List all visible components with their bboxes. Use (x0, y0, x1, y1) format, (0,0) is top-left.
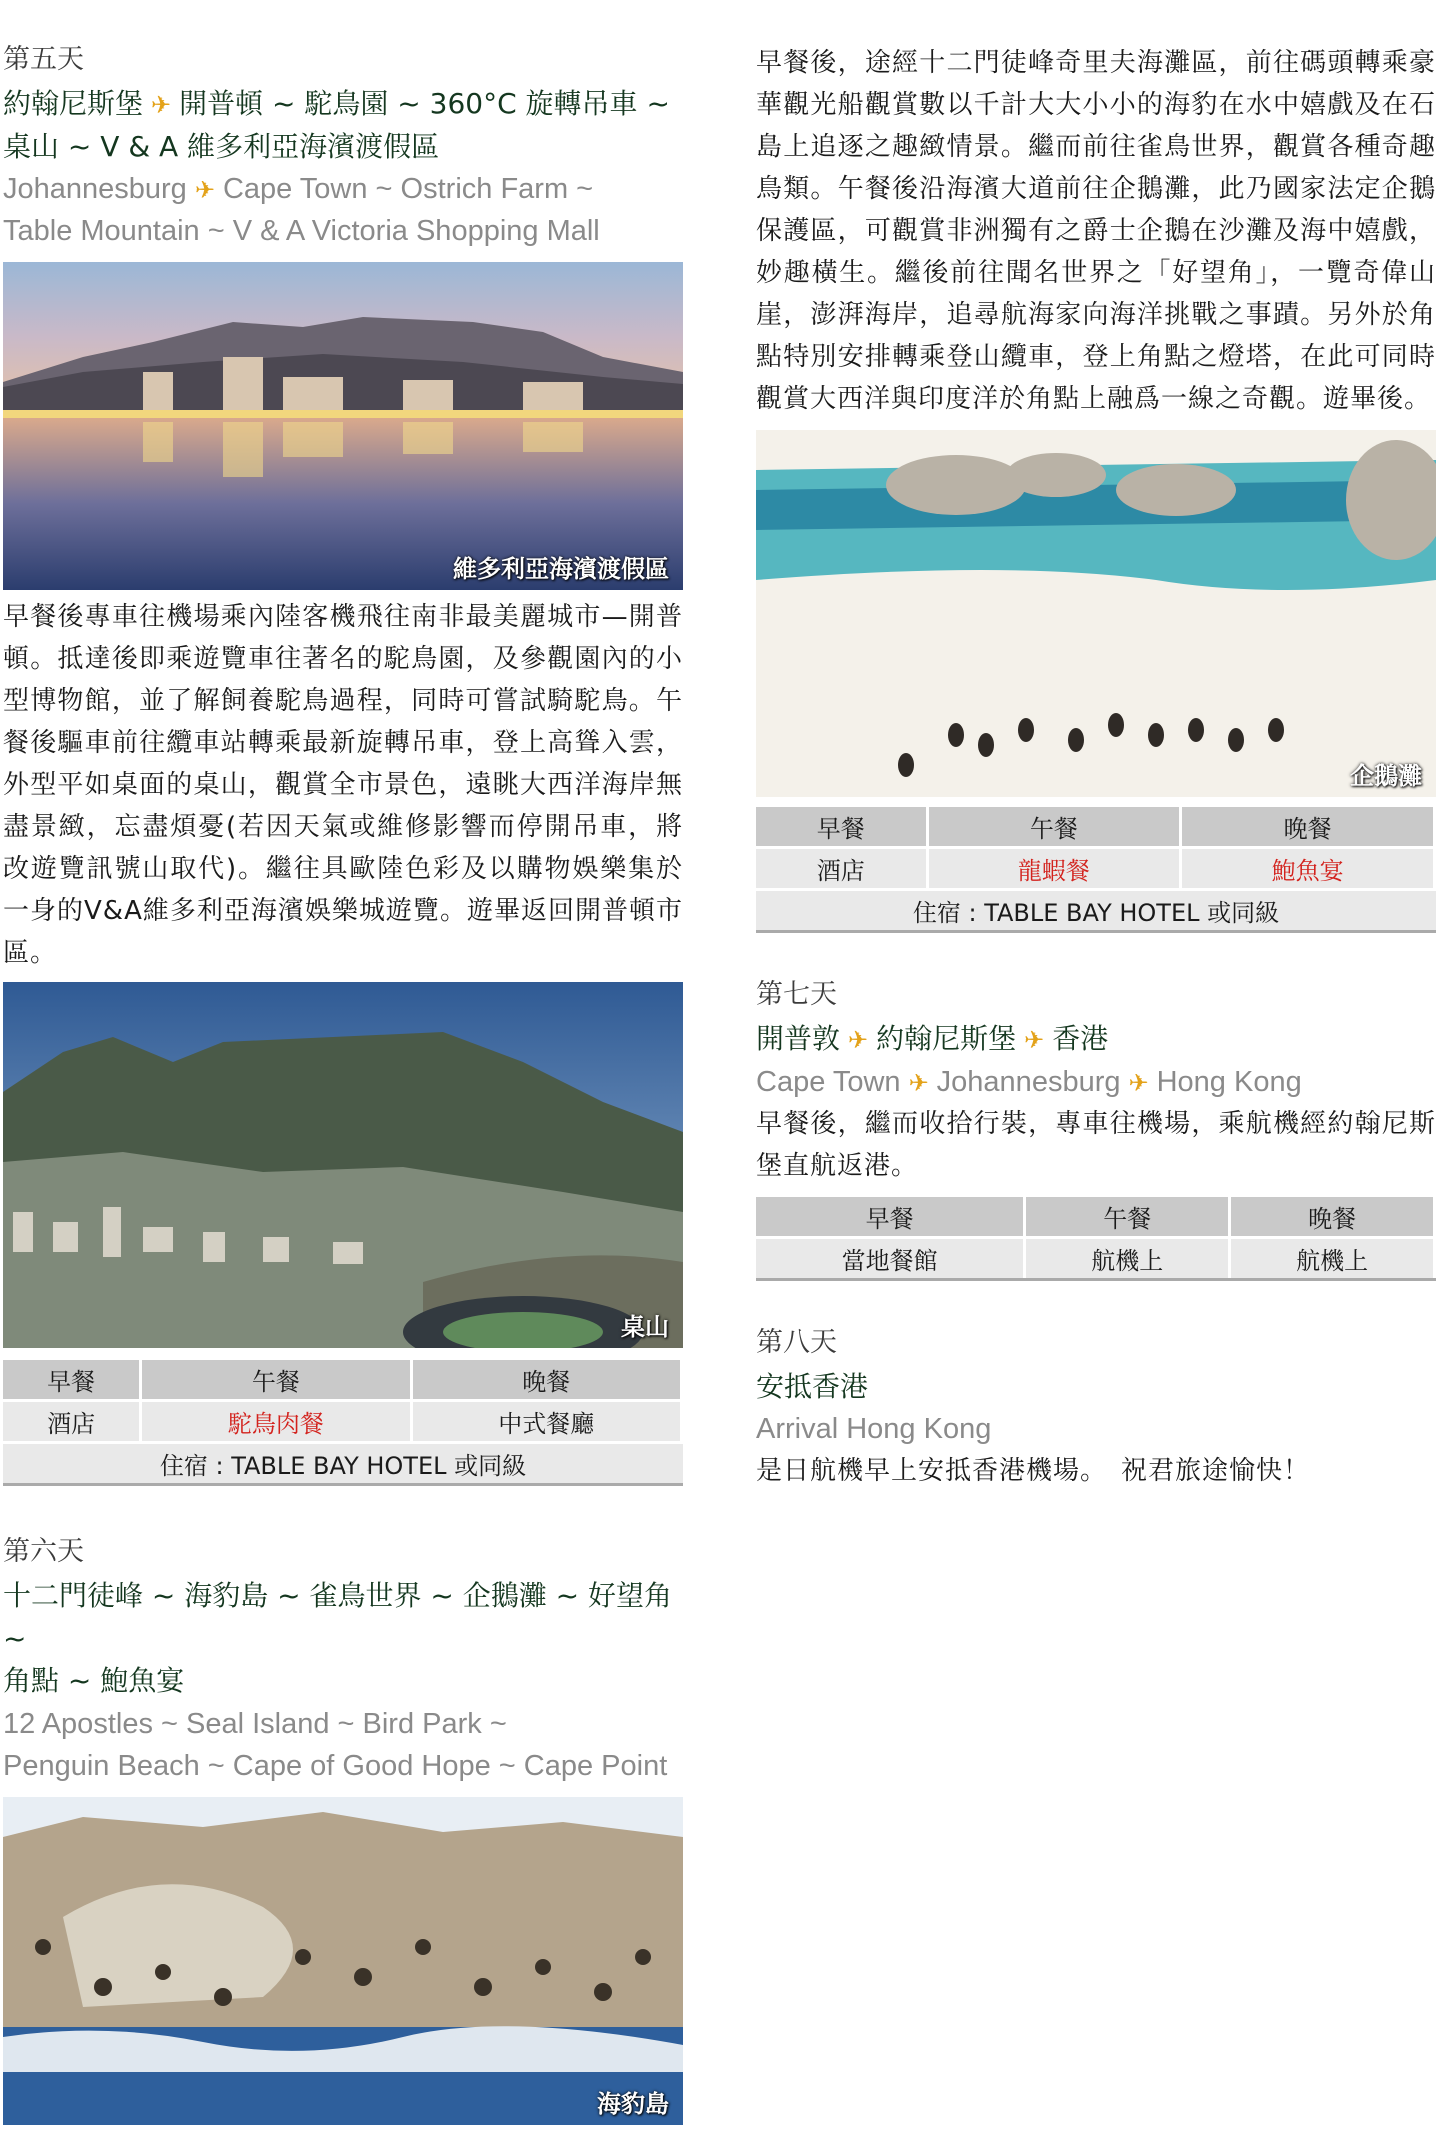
day5-title-en-line1: Johannesburg ✈ Cape Town ~ Ostrich Farm ~ (3, 168, 683, 210)
day7-description: 早餐後，繼而收拾行裝，專車往機場，乘航機經約翰尼斯堡直航返港。 (756, 1108, 1436, 1181)
meal-header-lunch: 午餐 (1026, 1197, 1231, 1236)
day8-label: 第八天 (756, 1326, 837, 1358)
day6-label: 第六天 (3, 1536, 84, 1568)
day5-section (3, 42, 683, 1486)
plane-icon: ✈ (194, 177, 215, 205)
plane-icon: ✈ (908, 1069, 929, 1097)
day6-section (3, 1534, 683, 2125)
plane-icon: ✈ (1024, 1026, 1045, 1055)
plane-icon: ✈ (1128, 1069, 1149, 1097)
day7-title-zh: 開普敦 ✈ 約翰尼斯堡 ✈ 香港 (756, 1018, 1436, 1061)
photo-caption: 桌山 (621, 1313, 669, 1342)
waterfront-photo-image (3, 262, 683, 590)
seal-island-photo-image (3, 1797, 683, 2125)
meal-lunch: 駝鳥肉餐 (142, 1399, 412, 1441)
table-mountain-photo (3, 982, 683, 1348)
meal-header-lunch: 午餐 (142, 1360, 412, 1399)
seal-island-photo (3, 1797, 683, 2125)
meal-dinner: 中式餐廳 (413, 1399, 683, 1441)
day8-title-zh: 安抵香港 (756, 1369, 869, 1403)
day7-section (756, 977, 1436, 1281)
meal-breakfast: 酒店 (756, 846, 929, 888)
meal-dinner: 航機上 (1231, 1236, 1436, 1278)
accommodation: 住宿 : TABLE BAY HOTEL 或同級 (3, 1441, 683, 1483)
photo-caption: 海豹島 (597, 2090, 669, 2119)
meal-header-breakfast: 早餐 (3, 1360, 142, 1399)
meal-breakfast: 當地餐館 (756, 1236, 1026, 1278)
waterfront-photo (3, 262, 683, 590)
meal-header-dinner: 晚餐 (1182, 807, 1436, 846)
day8-description: 是日航機早上安抵香港機場。 祝君旅途愉快！ (756, 1456, 1311, 1487)
photo-caption: 企鵝灘 (1350, 762, 1422, 790)
day5-title-en-line2: Table Mountain ~ V & A Victoria Shopping Mall (3, 215, 600, 248)
penguin-beach-photo (756, 430, 1436, 797)
day6-title-zh-line1: 十二門徒峰 ~ 海豹島 ~ 雀鳥世界 ~ 企鵝灘 ~ 好望角 ~ (3, 1579, 673, 1655)
day8-section (756, 1325, 1436, 1493)
day7-label: 第七天 (756, 979, 837, 1010)
meal-dinner: 鮑魚宴 (1182, 846, 1436, 888)
meal-header-dinner: 晚餐 (1231, 1197, 1436, 1236)
plane-icon: ✈ (848, 1026, 869, 1055)
right-column (756, 42, 1436, 1492)
meal-header-breakfast: 早餐 (756, 1197, 1026, 1236)
meal-breakfast: 酒店 (3, 1399, 142, 1441)
meal-lunch: 航機上 (1026, 1236, 1231, 1278)
day6-meal-table (756, 807, 1436, 933)
plane-icon: ✈ (151, 91, 172, 120)
day5-meal-table (3, 1360, 683, 1486)
meal-lunch: 龍蝦餐 (929, 846, 1183, 888)
day5-label: 第五天 (3, 44, 84, 75)
day6-title-en-line2: Penguin Beach ~ Cape of Good Hope ~ Cape Point (3, 1750, 668, 1783)
day7-meal-table (756, 1197, 1436, 1281)
meal-header-breakfast: 早餐 (756, 807, 929, 846)
meal-header-dinner: 晚餐 (413, 1360, 683, 1399)
day8-title-en: Arrival Hong Kong (756, 1413, 992, 1446)
accommodation: 住宿 : TABLE BAY HOTEL 或同級 (756, 888, 1436, 930)
day6-description: 早餐後，途經十二門徒峰奇里夫海灘區，前往碼頭轉乘豪華觀光船觀賞數以千計大大小小的海豹在水中嬉戲及在石島上追逐之趣緻情景。繼而前往雀鳥世界，觀賞各種奇趣鳥類。午餐後沿海濱大道前往企鵝灘，此乃國家法定企鵝保護區，可觀賞非洲獨有之爵士企鵝在沙灘及海中嬉戲，妙趣橫生。繼後前往聞名世界之「好望角」，一覽奇偉山崖，澎湃海岸，追尋航海家向海洋挑戰之事蹟。另外於角點特別安排轉乘登山纜車，登上角點之燈塔，在此可同時觀賞大西洋與印度洋於角點上融爲一線之奇觀。遊畢後。 (756, 48, 1436, 414)
day5-title-zh-line1: 約翰尼斯堡 ✈ 開普頓 ~ 駝鳥園 ~ 360°C 旋轉吊車 ~ (3, 83, 683, 126)
meal-header-lunch: 午餐 (929, 807, 1183, 846)
day5-title-zh-line2: 桌山 ~ V & A 維多利亞海濱渡假區 (3, 129, 440, 163)
photo-caption: 維多利亞海濱渡假區 (453, 555, 669, 584)
day7-title-en: Cape Town ✈ Johannesburg ✈ Hong Kong (756, 1061, 1436, 1103)
left-column (3, 42, 683, 2125)
day6-title-en-line1: 12 Apostles ~ Seal Island ~ Bird Park ~ (3, 1708, 507, 1741)
table-mountain-photo-image (3, 982, 683, 1348)
day6-title-zh-line2: 角點 ~ 鮑魚宴 (3, 1664, 185, 1698)
day5-description: 早餐後專車往機場乘內陸客機飛往南非最美麗城市—開普頓。抵達後即乘遊覽車往著名的駝鳥園，及參觀園內的小型博物館，並了解飼養駝鳥過程，同時可嘗試騎駝鳥。午餐後驅車前往纜車站轉乘最新旋轉吊車，登上高聳入雲，外型平如桌面的桌山，觀賞全市景色，遠眺大西洋海岸無盡景緻，忘盡煩憂(若因天氣或維修影響而停開吊車，將改遊覽訊號山取代)。繼往具歐陸色彩及以購物娛樂集於一身的V&A維多利亞海濱娛樂城遊覽。遊畢返回開普頓市區。 (3, 602, 683, 969)
penguin-beach-photo-image (756, 430, 1436, 797)
